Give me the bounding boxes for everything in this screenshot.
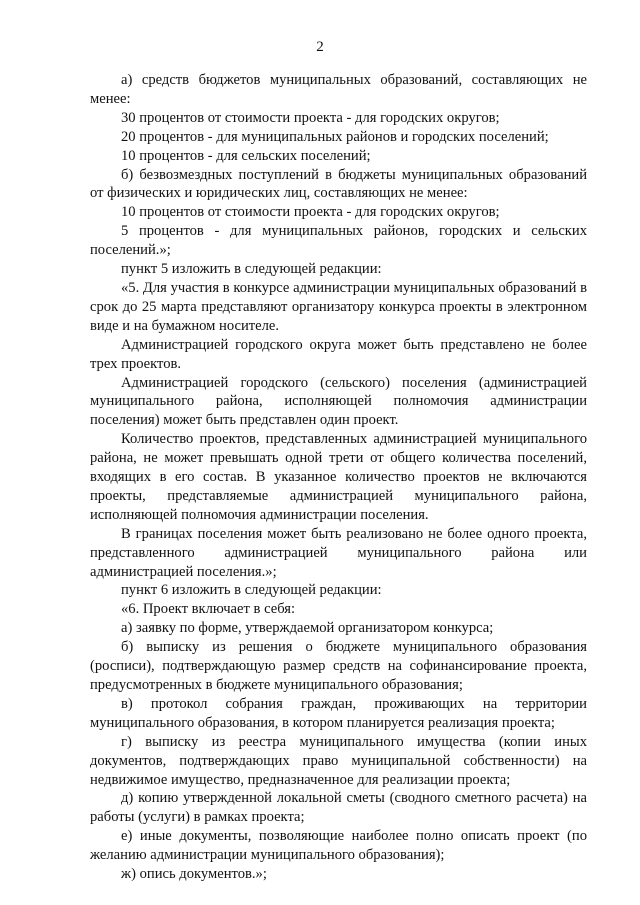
- page-number: 2: [316, 39, 324, 55]
- paragraph-budget-funds: а) средств бюджетов муниципальных образований, составляющих не менее:: [90, 72, 587, 107]
- paragraph-districts-20: 20 процентов - для муниципальных районов и городских поселений;: [121, 128, 549, 145]
- paragraph-item-5-intro: пункт 5 изложить в следующей редакции:: [121, 261, 382, 278]
- document-body: [90, 71, 587, 884]
- paragraph-item-6-intro: пункт 6 изложить в следующей редакции:: [121, 582, 382, 599]
- paragraph-item-5: «5. Для участия в конкурсе администрации муниципальных образований в срок до 25 марта представляют организатору конкурса проекты в электронном виде и на бумажном носителе.: [90, 279, 587, 334]
- paragraph-gratuitous-receipts: б) безвозмездных поступлений в бюджеты муниципальных образований от физических и юридических лиц, составляющих не менее:: [90, 166, 587, 202]
- paragraph-settlement-boundaries: В границах поселения может быть реализовано не более одного проекта, представленного администрацией муниципального района или администрацией поселения.»;: [90, 525, 587, 580]
- paragraph-budget-extract: б) выписку из решения о бюджете муниципального образования (росписи), подтверждающую размер средств на софинансирование проекта, предусмотренных в бюджете муниципального образования;: [90, 639, 587, 693]
- paragraph-city-admin-limit: Администрацией городского округа может быть представлено не более трех проектов.: [90, 336, 587, 372]
- paragraph-application: а) заявку по форме, утверждаемой организатором конкурса;: [121, 620, 494, 637]
- paragraph-settlement-admin-limit: Администрацией городского (сельского) поселения (администрацией муниципального района, исполняющей полномочия администрации поселения) может быть представлен один проект.: [90, 374, 587, 429]
- paragraph-other-documents: е) иные документы, позволяющие наиболее полно описать проект (по желанию администрации муниципального образования);: [90, 828, 587, 864]
- paragraph-city-districts-10: 10 процентов от стоимости проекта - для городских округов;: [121, 204, 500, 221]
- paragraph-district-projects-count: Количество проектов, представленных администрацией муниципального района, не может превышать одной трети от общего количества поселений, входящих в его состав. В указанное количество проектов не включаются проекты, представляемые администрацией муниципального района, исполняющей полномочия администрации поселения.: [90, 431, 587, 523]
- paragraph-local-estimate: д) копию утвержденной локальной сметы (сводного сметного расчета) на работы (услуги) в рамках проекта;: [90, 790, 587, 826]
- paragraph-item-6: «6. Проект включает в себя:: [121, 601, 296, 618]
- paragraph-meeting-protocol: в) протокол собрания граждан, проживающих на территории муниципального образования, в котором планируется реализация проекта;: [90, 695, 587, 731]
- paragraph-rural-10: 10 процентов - для сельских поселений;: [121, 147, 371, 164]
- paragraph-document-inventory: ж) опись документов.»;: [121, 866, 267, 883]
- paragraph-city-districts-30: 30 процентов от стоимости проекта - для городских округов;: [121, 109, 500, 126]
- paragraph-property-registry: г) выписку из реестра муниципального имущества (копии иных документов, подтверждающих право муниципальной собственности) на недвижимое имущество, предназначенное для реализации проекта;: [90, 733, 587, 788]
- paragraph-districts-5: 5 процентов - для муниципальных районов, городских и сельских поселений.»;: [90, 223, 587, 259]
